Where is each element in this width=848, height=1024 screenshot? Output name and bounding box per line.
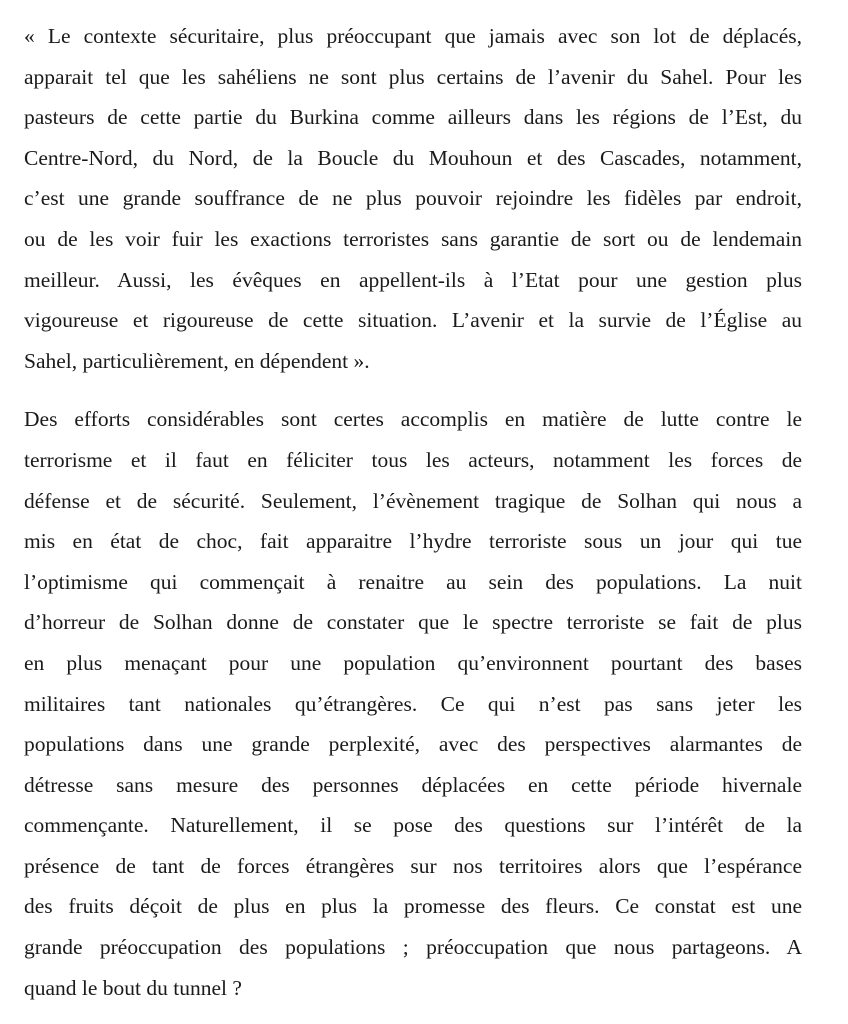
text-line: grande préoccupation des populations ; préoccupation que nous partageons. A: [24, 935, 802, 960]
text-line: l’optimisme qui commençait à renaitre au sein des populations. La nuit: [24, 569, 802, 594]
text-line: meilleur. Aussi, les évêques en appellent-ils à l’Etat pour une gestion plus: [24, 267, 802, 292]
text-line: vigoureuse et rigoureuse de cette situation. L’avenir et la survie de l’Église au: [24, 308, 802, 333]
text-line: d’horreur de Solhan donne de constater que le spectre terroriste se fait de plus: [24, 610, 802, 635]
text-line: populations dans une grande perplexité, avec des perspectives alarmantes de: [24, 732, 802, 757]
text-line: quand le bout du tunnel ?: [24, 975, 242, 1000]
text-line: commençante. Naturellement, il se pose des questions sur l’intérêt de la: [24, 813, 802, 838]
text-line: apparait tel que les sahéliens ne sont plus certains de l’avenir du Sahel. Pour les: [24, 64, 802, 89]
text-line: mis en état de choc, fait apparaitre l’hydre terroriste sous un jour qui tue: [24, 529, 802, 554]
text-line: présence de tant de forces étrangères sur nos territoires alors que l’espérance: [24, 853, 802, 878]
text-line: terrorisme et il faut en féliciter tous les acteurs, notamment les forces de: [24, 447, 802, 472]
text-line: en plus menaçant pour une population qu’environnent pourtant des bases: [24, 650, 802, 675]
text-line: détresse sans mesure des personnes déplacées en cette période hivernale: [24, 772, 802, 797]
text-line: Sahel, particulièrement, en dépendent ».: [24, 348, 370, 373]
text-line: ou de les voir fuir les exactions terroristes sans garantie de sort ou de lendemain: [24, 226, 802, 251]
paragraph-body: [24, 399, 802, 1008]
text-line: « Le contexte sécuritaire, plus préoccupant que jamais avec son lot de déplacés,: [24, 24, 802, 48]
text-line: défense et de sécurité. Seulement, l’évènement tragique de Solhan qui nous a: [24, 488, 802, 513]
text-line: militaires tant nationales qu’étrangères. Ce qui n’est pas sans jeter les: [24, 691, 802, 716]
text-line: pasteurs de cette partie du Burkina comme ailleurs dans les régions de l’Est, du: [24, 105, 802, 130]
document-page: [24, 16, 802, 1008]
text-line: c’est une grande souffrance de ne plus pouvoir rejoindre les fidèles par endroit,: [24, 186, 802, 211]
paragraph-quote: [24, 16, 802, 381]
text-line: Centre-Nord, du Nord, de la Boucle du Mouhoun et des Cascades, notamment,: [24, 145, 802, 170]
text-line: Des efforts considérables sont certes accomplis en matière de lutte contre le: [24, 407, 802, 432]
text-line: des fruits déçoit de plus en plus la promesse des fleurs. Ce constat est une: [24, 894, 802, 919]
